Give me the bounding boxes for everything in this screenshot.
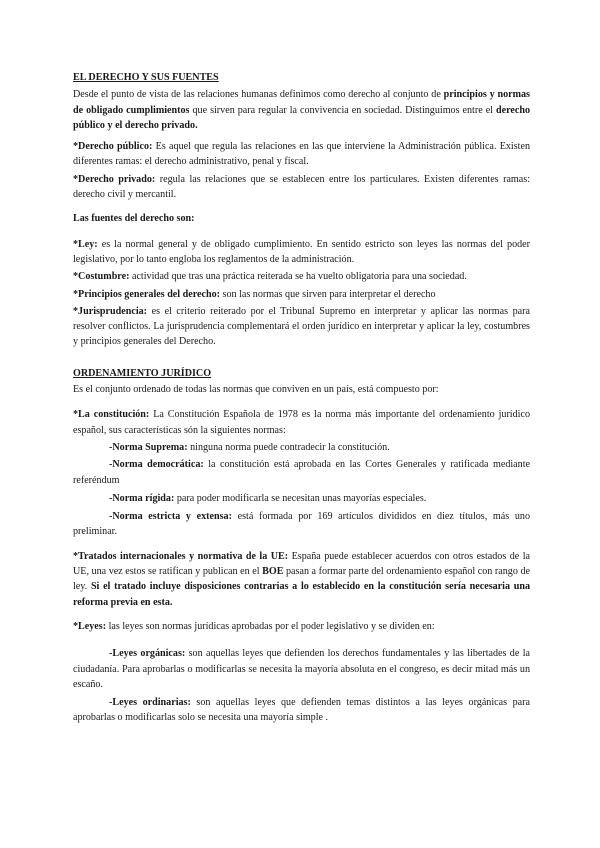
bold-text-run: *Leyes: — [73, 620, 107, 632]
text-run: ninguna norma puede contradecir la constitución. — [187, 441, 390, 453]
text-run: pasan a formar parte del ordenamiento español con rango de ley. — [73, 566, 530, 593]
bold-text-run: -Norma democrática: — [109, 459, 204, 471]
text-run: regula las relaciones que se establecen entre los particulares. Existen diferentes ramas: derecho civil y mercantil. — [73, 173, 530, 201]
bold-text-run: *Derecho privado: — [73, 173, 156, 185]
bold-text-run: *Ley: — [73, 238, 98, 250]
text-run: es la normal general y de obligado cumplimiento. En sentido estricto son leyes las normas del poder legislativo, por lo tanto engloba los reglamentos de la administración. — [73, 238, 530, 265]
paragraph-jurisprudencia — [73, 304, 530, 350]
paragraph-tratados — [73, 549, 530, 610]
paragraph-derecho-intro — [73, 87, 530, 133]
section-title-derecho: EL DERECHO Y SUS FUENTES — [73, 72, 219, 83]
text-run: España puede establecer acuerdos con otros estados de la UE, una vez estos se ratifican y publican en el — [73, 550, 531, 578]
paragraph-derecho-publico — [73, 139, 530, 170]
paragraph-leyes — [73, 619, 530, 634]
text-run: es el criterio reiterado por el Tribunal Supremo en interpretar y aplicar las normas para resolver conflictos. La jurisprudencia complementará el orden jurídico en interpretar y aplicar la ley, costumbres y principios generales del Derecho. — [73, 305, 530, 348]
paragraph-constitucion — [73, 407, 530, 438]
text-run: para poder modificarla se necesitan unas mayorías especiales. — [174, 492, 427, 504]
bold-text-run: principios y normas de obligado cumplimientos — [73, 89, 530, 116]
paragraph-ley — [73, 237, 530, 268]
bold-text-run: *Tratados internacionales y normativa de la UE: — [73, 550, 289, 562]
text-run: Desde el punto de vista de las relaciones humanas definimos como derecho al conjunto de — [73, 89, 444, 101]
paragraph-derecho-privado — [73, 172, 530, 203]
bold-text-run: -Norma estricta y extensa: — [109, 511, 232, 523]
text-run: está formada por 169 artículos divididos en diez títulos, más uno preliminar. — [73, 511, 530, 538]
text-run: Es aquel que regula las relaciones en las que interviene la Administración pública. Existen diferentes ramas: el derecho administrativo, penal y fiscal. — [73, 141, 530, 168]
list-item-norma-rigida — [73, 491, 530, 506]
text-run: que sirven para regular la convivencia en sociedad. Distinguimos entre el — [189, 104, 496, 116]
bold-text-run: -Norma rígida: — [109, 492, 175, 504]
list-item-norma-estricta — [73, 509, 530, 540]
bold-text-run: Si el tratado incluye disposiciones contrarias a lo establecido en la constitución sería necesaria una reforma previa en esta. — [73, 581, 530, 608]
text-run: las leyes son normas jurídicas aprobadas por el poder legislativo y se dividen en: — [106, 620, 435, 632]
bold-text-run: BOE — [262, 566, 284, 578]
paragraph-costumbre — [73, 269, 530, 284]
text-run: La Constitución Española de 1978 es la norma más importante del ordenamiento jurídico español, sus características són la siguientes normas: — [73, 409, 530, 436]
section-title-fuentes: Las fuentes del derecho son: — [73, 213, 195, 225]
bold-text-run: *La constitución: — [73, 409, 150, 421]
list-item-norma-suprema — [73, 440, 530, 455]
document-body — [73, 70, 530, 726]
list-item-norma-democratica — [73, 457, 530, 488]
bold-text-run: derecho público y el derecho privado. — [73, 104, 531, 131]
bold-text-run: -Leyes ordinarias: — [109, 697, 191, 709]
bold-text-run: *Jurisprudencia: — [73, 305, 148, 317]
text-run: son aquellas leyes que defienden los derechos fundamentales y las libertades de la ciudadanía. Para aprobarlas o modificarlas se necesita la mayoría absoluta en el congreso, es decir mitad más un escaño. — [73, 648, 530, 690]
paragraph-principios — [73, 287, 530, 302]
bold-text-run: -Norma Suprema: — [109, 441, 188, 453]
text-run: actividad que tras una práctica reiterada se ha vuelto obligatoria para una sociedad. — [129, 271, 467, 283]
list-item-leyes-ordinarias — [73, 695, 530, 726]
text-run: la constitución está aprobada en las Cortes Generales y ratificada mediante referéndum — [73, 459, 530, 486]
bold-text-run: *Principios generales del derecho: — [73, 288, 220, 300]
text-run: son aquellas leyes que defienden temas distintos a las leyes orgánicas para aprobarlas o modificarlas solo se necesita una mayoría simple . — [73, 697, 530, 724]
text-run: son las normas que sirven para interpretar el derecho — [220, 288, 436, 300]
list-item-leyes-organicas — [73, 646, 530, 692]
paragraph-ordenamiento-intro: Es el conjunto ordenado de todas las normas que conviven en un país, está compuesto por: — [73, 384, 439, 396]
bold-text-run: -Leyes orgánicas: — [109, 648, 186, 660]
section-title-ordenamiento: ORDENAMIENTO JURÍDICO — [73, 367, 212, 379]
bold-text-run: *Derecho público: — [73, 141, 153, 153]
bold-text-run: *Costumbre: — [73, 271, 130, 283]
